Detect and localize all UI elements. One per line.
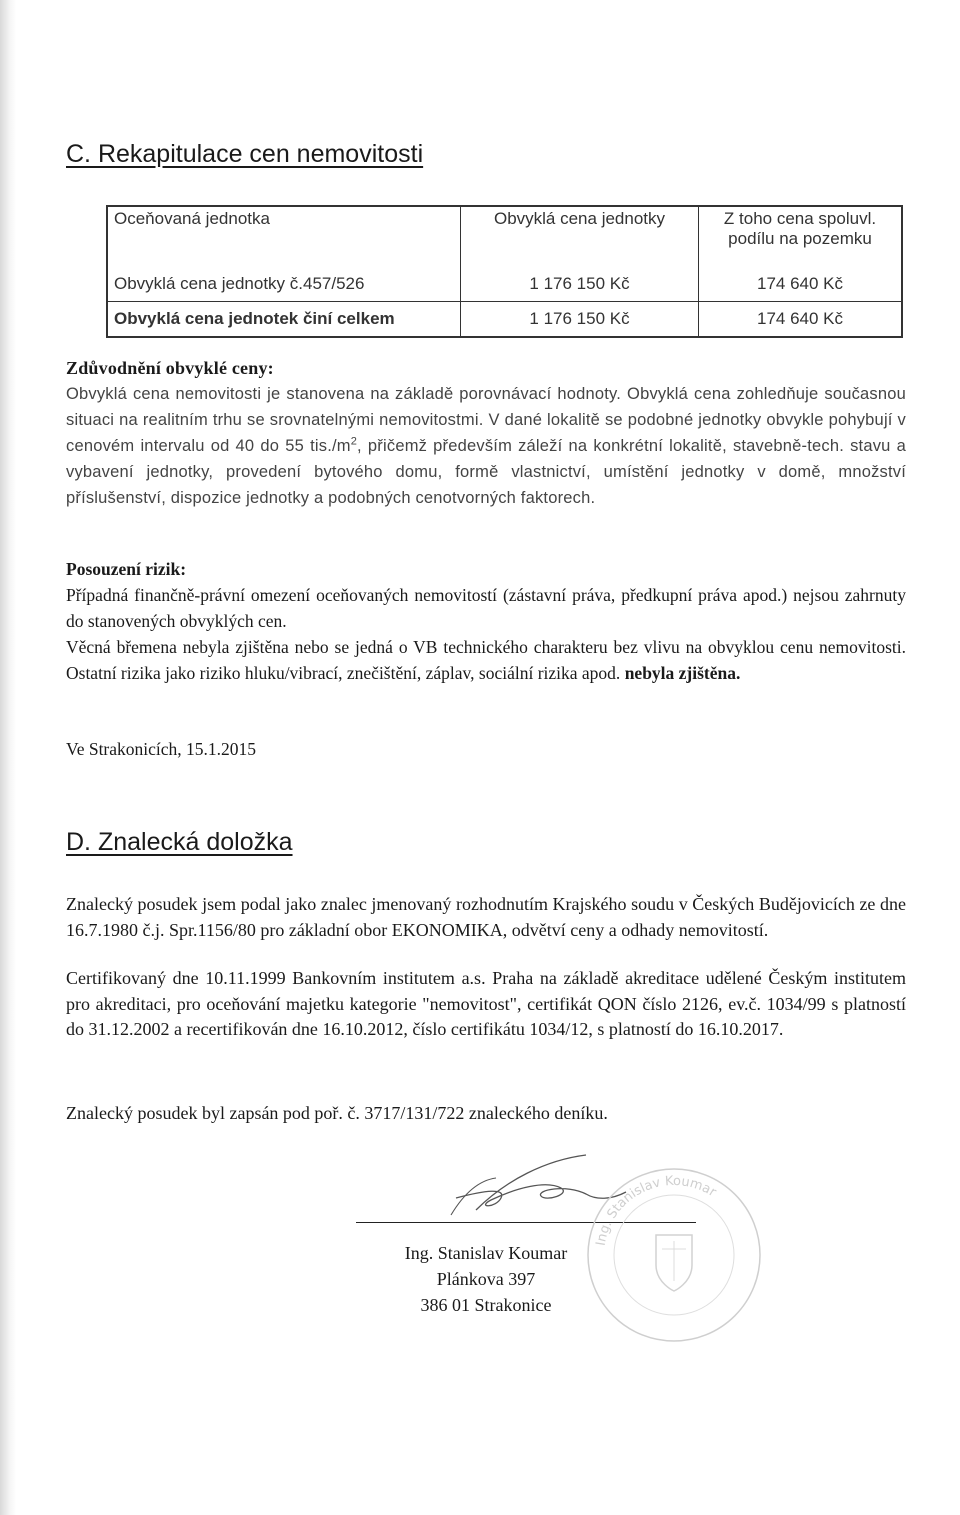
risk-heading: Posouzení rizik: (66, 559, 187, 579)
table-header-row (107, 206, 902, 267)
official-stamp (584, 1165, 764, 1345)
cell-land-share: 174 640 Kč (699, 267, 903, 302)
place-date: Ve Strakonicích, 15.1.2015 (66, 739, 257, 759)
risk-text-2-wrap (66, 634, 906, 686)
header-unit: Oceňovaná jednotka (107, 206, 461, 267)
table-total-row (107, 302, 902, 338)
justification-block (66, 355, 906, 511)
header-land-share: Z toho cena spoluvl. podílu na pozemku (699, 206, 903, 267)
scan-edge (0, 0, 16, 1515)
cell-unit: Obvyklá cena jednotky č.457/526 (107, 267, 461, 302)
risk-text-bold: nebyla zjištěna. (624, 663, 741, 683)
justification-sup: 2 (350, 435, 358, 448)
total-price: 1 176 150 Kč (461, 302, 699, 338)
expert-para-2: Certifikovaný dne 10.11.1999 Bankovním institutem a.s. Praha na základě akreditace udělené Českým institutem pro akreditaci, pro oceňování majetku kategorie "nemovitost", certifikát QON číslo 2126, ev.č. 1034/99 s platností do 31.12.2002 a recertifikován dne 16.10.2012, číslo certifikátu 1034/12, s platností do 16.10.2017. (66, 968, 906, 1039)
signer-address (396, 1240, 576, 1318)
section-d-title: D. Znalecká doložka (66, 828, 293, 856)
total-label: Obvyklá cena jednotek činí celkem (107, 302, 461, 338)
risk-text-1: Případná finančně-právní omezení oceňovaných nemovitostí (zástavní práva, předkupní práva apod.) nejsou zahrnuty do stanovených obvyklých cen. (66, 585, 906, 631)
svg-text:Ing. Stanislav Koumar: Ing. Stanislav Koumar (593, 1173, 719, 1247)
total-land-share: 174 640 Kč (699, 302, 903, 338)
section-c-title: C. Rekapitulace cen nemovitosti (66, 140, 424, 168)
signer-city: 386 01 Strakonice (420, 1295, 552, 1315)
cell-price: 1 176 150 Kč (461, 267, 699, 302)
signature-area (356, 1150, 906, 1370)
justification-heading: Zdůvodnění obvyklé ceny: (66, 358, 274, 378)
signer-street: Plánkova 397 (436, 1269, 536, 1289)
table-row (107, 267, 902, 302)
signer-name: Ing. Stanislav Koumar (404, 1243, 568, 1263)
risk-text-2: Věcná břemena nebyla zjištěna nebo se jedná o VB technického charakteru bez vlivu na obvyklou cenu nemovitosti. Ostatní rizika jako riziko hluku/vibrací, znečištění, záplav, sociální rizika apod. (66, 637, 906, 683)
justification-text-2: , přičemž především záleží na konkrétní lokalitě, stavebně-tech. stavu a vybavení jednotky, provedení bytového domu, formě vlastnictví, umístění jednotky v domě, množství příslušenství, dispozice jednotky a podobných cenotvorných faktorech. (66, 437, 906, 507)
justification-text-1: Obvyklá cena nemovitosti je stanovena na základě porovnávací hodnoty. Obvyklá cena zohledňuje současnou situaci na realitním trhu se srovnatelnými nemovitostmi. V dané lokalitě se podobné jednotky obvykle pohybují v cenovém intervalu od 40 do 55 tis./m (66, 385, 906, 455)
expert-para-1: Znalecký posudek jsem podal jako znalec jmenovaný rozhodnutím Krajského soudu v Českých Budějovicích ze dne 16.7.1980 č.j. Spr.1156/80 pro základní obor EKONOMIKA, odvětví ceny a odhady nemovitostí. (66, 894, 906, 940)
expert-para-3: Znalecký posudek byl zapsán pod poř. č. 3717/131/722 znaleckého deníku. (66, 1103, 608, 1123)
header-price: Obvyklá cena jednotky (461, 206, 699, 267)
recap-table (106, 205, 903, 338)
risk-block (66, 556, 906, 686)
